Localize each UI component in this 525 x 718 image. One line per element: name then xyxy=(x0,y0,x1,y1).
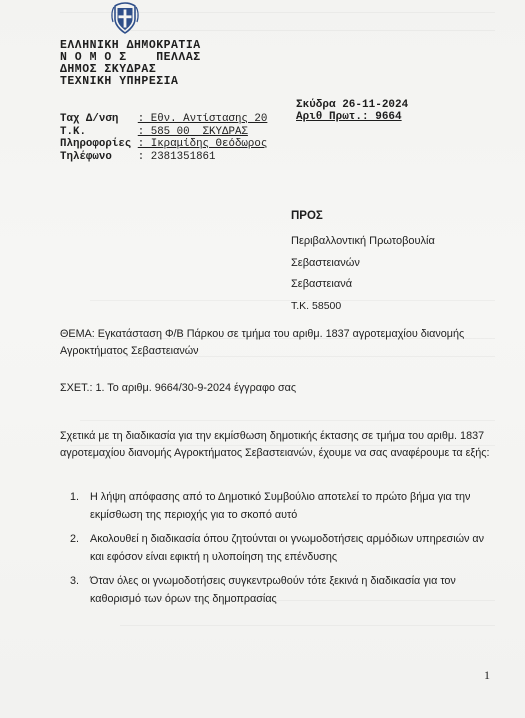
list-item-text: Η λήψη απόφασης από το Δημοτικό Συμβούλιο αποτελεί το πρώτο βήμα για την εκμίσθωση της περιοχής για το σκοπό αυτό xyxy=(90,491,471,521)
recipient-line: Σεβαστειανών xyxy=(291,257,360,269)
contact-label: Τηλέφωνο xyxy=(60,150,132,163)
list-item-text: Όταν όλες οι γνωμοδοτήσεις συγκεντρωθούν τότε ξεκινά η διαδικασία για τον καθορισμό των όρων της δημοπρασίας xyxy=(90,575,456,605)
contact-row xyxy=(60,113,267,126)
list-item xyxy=(70,530,500,566)
contact-value: : Εθν. Αντίστασης 20 xyxy=(137,113,268,125)
list-item xyxy=(70,488,500,524)
greek-coat-of-arms-icon xyxy=(110,2,140,34)
list-item xyxy=(70,572,500,608)
page-number: 1 xyxy=(484,668,490,682)
header-department: ΤΕΧΝΙΚΗ ΥΠΗΡΕΣΙΑ xyxy=(60,75,179,88)
document-date: Σκύδρα 26-11-2024 xyxy=(296,99,409,111)
contact-row xyxy=(60,138,267,151)
intro-paragraph: Σχετικά με τη διαδικασία για την εκμίσθωση δημοτικής έκτασης σε τμήμα του αριθμ. 1837 αγροτεμαχίου διανομής Αγροκτήματος Σεβαστειανών, έχουμε να σας αναφέρουμε τα εξής: xyxy=(60,430,490,459)
list-item-number: 2. xyxy=(70,533,80,545)
contact-value: : Ικραμίδης Θεόδωρος xyxy=(137,138,268,150)
recipient-line: Περιβαλλοντική Πρωτοβουλία xyxy=(291,235,435,247)
list-item-number: 3. xyxy=(70,575,80,587)
list-item-number: 1. xyxy=(70,491,80,503)
numbered-list xyxy=(70,488,500,614)
recipient-line: Τ.Κ. 58500 xyxy=(291,300,342,312)
contact-value: : 2381351861 xyxy=(137,150,216,163)
contact-row xyxy=(60,126,248,139)
contact-label: Τ.Κ. xyxy=(60,125,132,138)
header-municipality: ΔΗΜΟΣ ΣΚΥΔΡΑΣ xyxy=(60,63,157,76)
header-prefecture: Ν Ο Μ Ο Σ ΠΕΛΛΑΣ xyxy=(60,51,201,64)
recipient-line: Σεβαστειανά xyxy=(291,278,353,290)
protocol-number: Αριθ Πρωτ.: 9664 xyxy=(296,111,402,123)
contact-label: Πληροφορίες xyxy=(60,138,132,150)
contact-label: Ταχ Δ/νση xyxy=(60,113,132,125)
reference-line: ΣΧΕΤ.: 1. Το αριθμ. 9664/30-9-2024 έγγραφο σας xyxy=(60,382,297,394)
recipient-heading: ΠΡΟΣ xyxy=(291,210,323,222)
subject-line: ΘΕΜΑ: Εγκατάσταση Φ/Β Πάρκου σε τμήμα του αριθμ. 1837 αγροτεμαχίου διανομής Αγροκτήματος Σεβαστειανών xyxy=(60,328,465,357)
list-item-text: Ακολουθεί η διαδικασία όπου ζητούνται οι γνωμοδοτήσεις αρμόδιων υπηρεσιών αν και εφόσον είναι εφικτή η υλοποίηση της επένδυσης xyxy=(90,533,485,563)
header-country: ΕΛΛΗΝΙΚΗ ΔΗΜΟΚΡΑΤΙΑ xyxy=(60,39,201,52)
contact-row xyxy=(60,151,216,164)
contact-value: : 585 00 ΣΚΥΔΡΑΣ xyxy=(137,125,248,138)
